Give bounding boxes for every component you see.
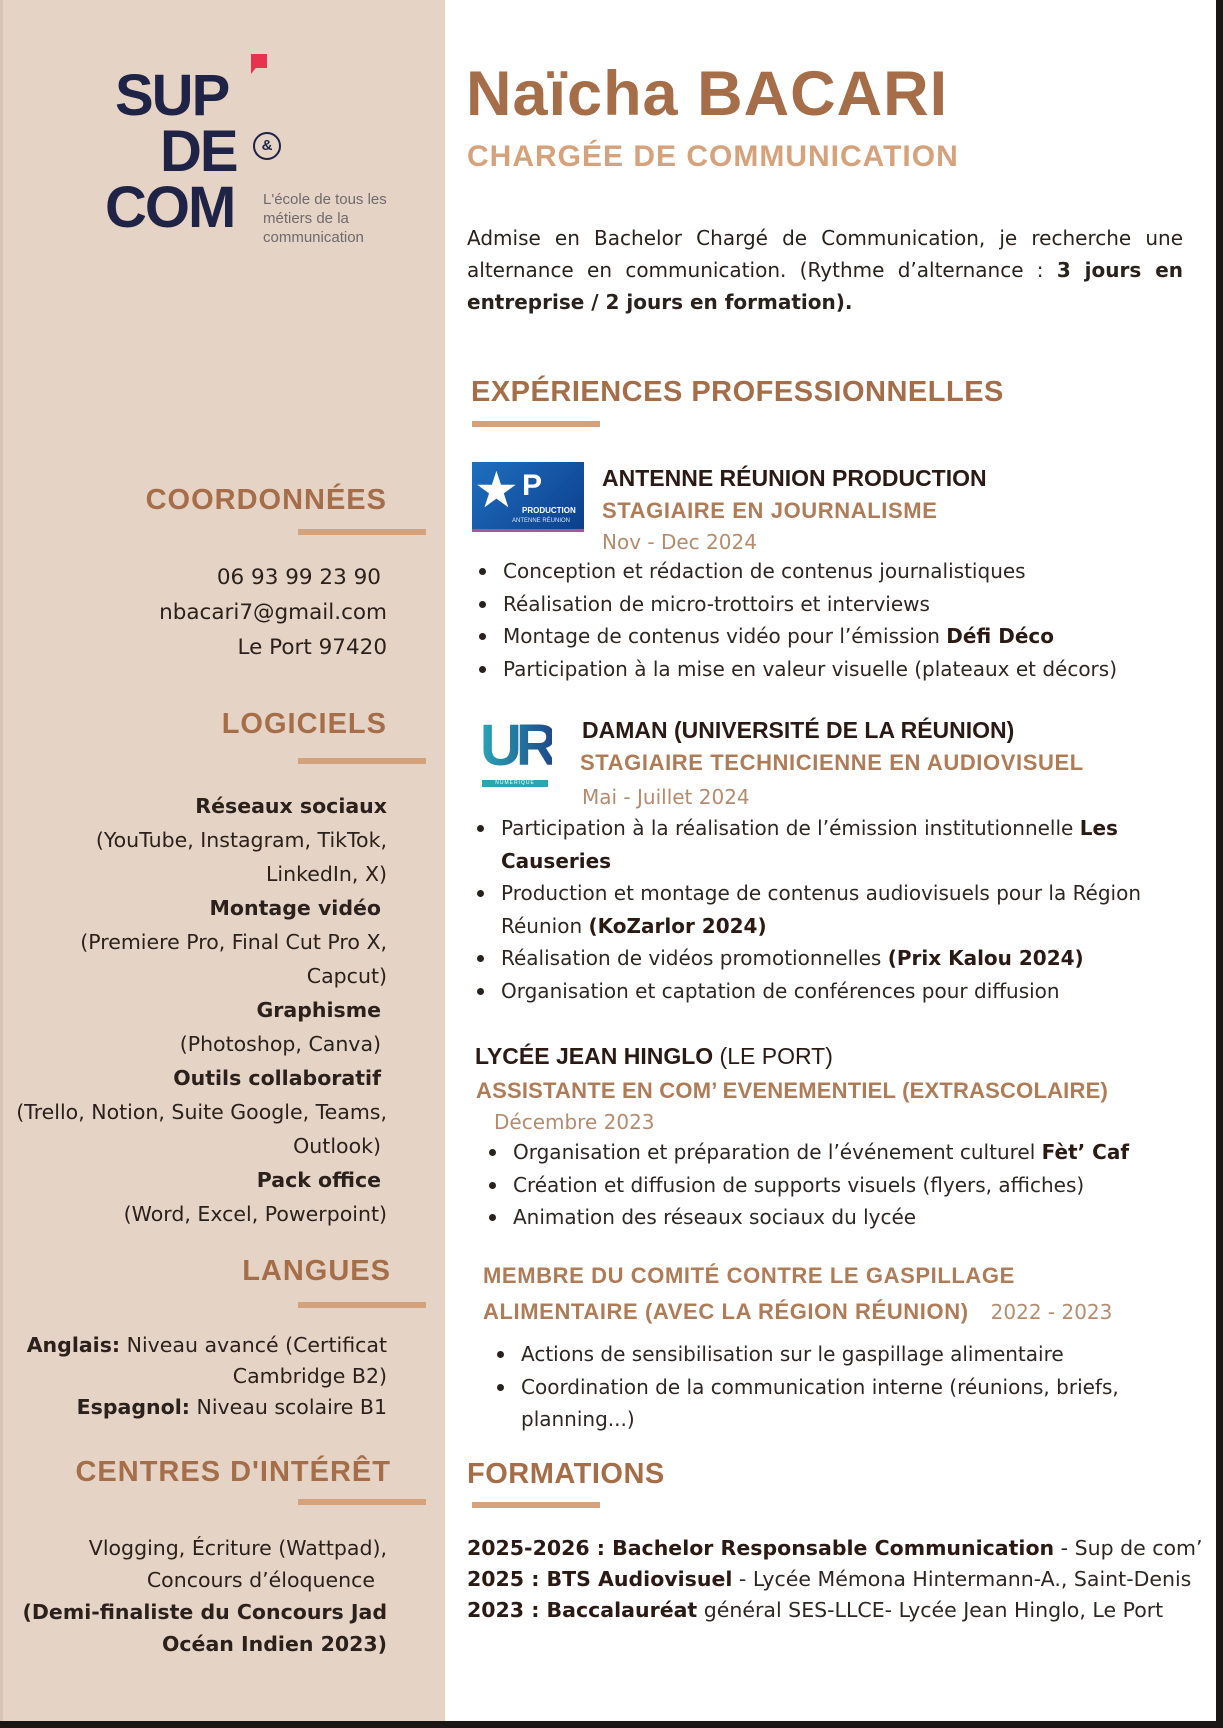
job-bullet [473,877,1173,942]
bullet-text: Participation à la mise en valeur visuelle (plateaux et décors) [503,656,1117,681]
languages-title-underline [298,1302,426,1308]
job-date: Nov - Dec 2024 [602,530,757,554]
logo-tagline: L'école de tous les métiers de la communication [263,191,387,246]
education-school: général SES-LLCE- Lycée Jean Hinglo, Le Port [697,1598,1164,1622]
job-role: MEMBRE DU COMITÉ CONTRE LE GASPILLAGE [483,1263,1015,1288]
job-bullet [493,1338,1173,1371]
bullet-bold: Fèt’ Caf [1041,1140,1130,1164]
software-group-tools-cont: LinkedIn, X) [266,862,387,886]
universite-reunion-logo [480,713,552,792]
interests-title: CENTRES D'INTÉRÊT [75,1456,391,1488]
bullet-text: Coordination de la communication interne (réunions, briefs, planning...) [521,1374,1119,1431]
software-group-tools: (Photoshop, Canva) [179,1032,381,1056]
language-level-cont: Cambridge B2) [232,1364,387,1388]
contact-title-underline [298,529,426,535]
job-bullet [475,555,1215,588]
job-bullets [475,555,1215,685]
candidate-title: CHARGÉE DE COMMUNICATION [467,140,959,173]
education-item [467,1595,1203,1626]
interests-section-title [75,1456,391,1489]
bullet-text: Actions de sensibilisation sur le gaspillage alimentaire [521,1342,1064,1366]
logo-letter-p: P [522,469,543,502]
software-title-underline [298,758,426,764]
job-bullet [493,1371,1173,1436]
education-degree: 2025-2026 : Bachelor Responsable Communication [467,1536,1055,1560]
education-title: FORMATIONS [467,1458,665,1490]
languages-list [27,1330,387,1423]
language-item [27,1330,387,1392]
interests-list [23,1532,387,1660]
job-bullet [485,1201,1205,1234]
contact-title: COORDONNÉES [145,484,387,516]
job-date: Décembre 2023 [494,1110,655,1134]
job-org-name: LYCÉE JEAN HINGLO [475,1043,714,1069]
bullet-text: Production et montage de contenus audiovisuels pour la Région Réunion [501,881,1142,938]
bullet-bold: (KoZarlor 2024) [588,913,767,938]
job-org: DAMAN (UNIVERSITÉ DE LA RÉUNION) [582,717,1015,743]
languages-section-title [242,1255,391,1288]
language-name: Anglais: [26,1333,121,1357]
software-group-label: Réseaux sociaux [195,794,387,818]
contact-phone[interactable]: 06 93 99 23 90 [216,565,381,590]
language-level: Niveau avancé (Certificat [120,1333,387,1357]
job-role-cont [483,1298,1112,1326]
star-icon: ★ [474,462,519,519]
software-group-tools-cont: Capcut) [306,964,387,988]
job-bullets [473,812,1173,1007]
education-degree: 2025 : BTS Audiovisuel [467,1567,733,1591]
software-group [16,891,387,993]
language-level: Niveau scolaire B1 [189,1395,387,1419]
education-item [467,1533,1203,1564]
job-org [475,1042,833,1070]
education-degree: 2023 : Baccalauréat [467,1598,698,1622]
software-group-tools: (Trello, Notion, Suite Google, Teams, [16,1100,387,1124]
job-bullet [473,812,1173,877]
language-name: Espagnol: [76,1395,190,1419]
bullet-text: Montage de contenus vidéo pour l’émission [503,624,947,648]
software-list [16,789,387,1231]
job-bullet [485,1169,1205,1202]
software-group-tools: (Premiere Pro, Final Cut Pro X, [80,930,387,954]
job-role-cont-text: ALIMENTAIRE (AVEC LA RÉGION RÉUNION) [483,1299,969,1324]
interests-highlight: (Demi-finaliste du Concours Jad [22,1600,387,1624]
software-group [16,789,387,891]
logo-speech-flag-icon [251,54,267,74]
job-date: Mai - Juillet 2024 [582,785,750,809]
software-title: LOGICIELS [221,708,387,740]
job-bullets [485,1136,1205,1234]
job-role: STAGIAIRE TECHNICIENNE EN AUDIOVISUEL [580,750,1084,775]
education-school: - Lycée Mémona Hintermann-A., Saint-Denis [732,1567,1192,1591]
bullet-text: Réalisation de vidéos promotionnelles [501,946,888,970]
contact-section-title [146,484,387,517]
ur-letters: UR [480,713,552,778]
experience-title: EXPÉRIENCES PROFESSIONNELLES [471,376,1004,408]
bullet-text: Organisation et préparation de l’événement culturel [513,1140,1042,1164]
software-group-label: Montage vidéo [209,896,381,920]
software-group [16,1163,387,1231]
logo-word-sup: SUP [115,63,229,128]
education-school: - Sup de com’ [1054,1536,1203,1560]
education-list [467,1533,1203,1626]
job-org: ANTENNE RÉUNION PRODUCTION [602,465,987,491]
logo-ampersand-icon: & [253,132,281,160]
intro-paragraph [467,222,1183,318]
job-bullet [473,942,1173,975]
interests-line: Concours d’éloquence [146,1568,375,1592]
interests-line: Vlogging, Écriture (Wattpad), [88,1536,387,1560]
candidate-name: Naïcha BACARI [466,59,949,129]
supdecom-logo [103,52,423,252]
bullet-bold: Défi Déco [946,624,1054,648]
software-group-label: Pack office [256,1168,381,1192]
bullet-text: Création et diffusion de supports visuels (flyers, affiches) [513,1172,1085,1197]
job-bullet [475,588,1215,621]
main-content [445,0,1216,1721]
bullet-text: Réalisation de micro-trottoirs et interviews [503,591,930,616]
job-role: STAGIAIRE EN JOURNALISME [602,498,938,523]
languages-title: LANGUES [242,1255,391,1287]
contact-location: Le Port 97420 [237,635,387,660]
job-role: ASSISTANTE EN COM’ EVENEMENTIEL (EXTRASCOLAIRE) [476,1078,1108,1103]
bullet-text: Conception et rédaction de contenus journalistiques [503,559,1026,583]
job-bullet [473,975,1173,1008]
intro-bold-text: 3 jours en entreprise / 2 jours en formation). [467,258,1183,314]
logo-word-com: COM [105,175,235,240]
logo-word-de: DE [160,119,237,184]
bullet-text: Participation à la réalisation de l’émission institutionnelle [501,816,1080,840]
bullet-text: Animation des réseaux sociaux du lycée [513,1205,917,1229]
sidebar [0,0,445,1721]
education-title-underline [472,1502,600,1508]
job-bullets [493,1338,1173,1436]
education-item [467,1564,1203,1595]
language-item [27,1392,387,1423]
software-group-label: Graphisme [256,998,381,1022]
job-bullet [475,653,1215,686]
software-section-title [222,708,387,741]
logo-antenne-text: ANTENNE RÉUNION [512,518,571,524]
intro-text: Admise en Bachelor Chargé de Communication, je recherche une alternance en communication. (Rythme d’alternance : [467,226,1183,282]
logo-production-text: PRODUCTION [522,506,576,515]
software-group-tools: (YouTube, Instagram, TikTok, [95,828,387,852]
bullet-bold: (Prix Kalou 2024) [887,946,1084,970]
interests-title-underline [298,1499,426,1505]
antenne-reunion-logo [472,462,584,532]
software-group-tools-cont: Outlook) [293,1134,381,1158]
job-bullet [475,620,1215,653]
ur-numerique-label: NUMÉRIQUE [482,780,548,787]
interests-highlight-cont: Océan Indien 2023) [161,1632,387,1656]
experience-title-underline [472,421,600,427]
job-org-location: (LE PORT) [713,1043,833,1069]
contact-email[interactable]: nbacari7@gmail.com [159,600,387,625]
software-group [16,1061,387,1163]
software-group [16,993,387,1061]
job-date: 2022 - 2023 [990,1300,1113,1324]
bullet-text: Organisation et captation de conférences pour diffusion [501,978,1060,1003]
contact-info [159,560,387,665]
job-bullet [485,1136,1205,1169]
software-group-tools: (Word, Excel, Powerpoint) [123,1202,387,1226]
bullet-bold: Les Causeries [501,816,1118,873]
software-group-label: Outils collaboratif [173,1066,381,1090]
